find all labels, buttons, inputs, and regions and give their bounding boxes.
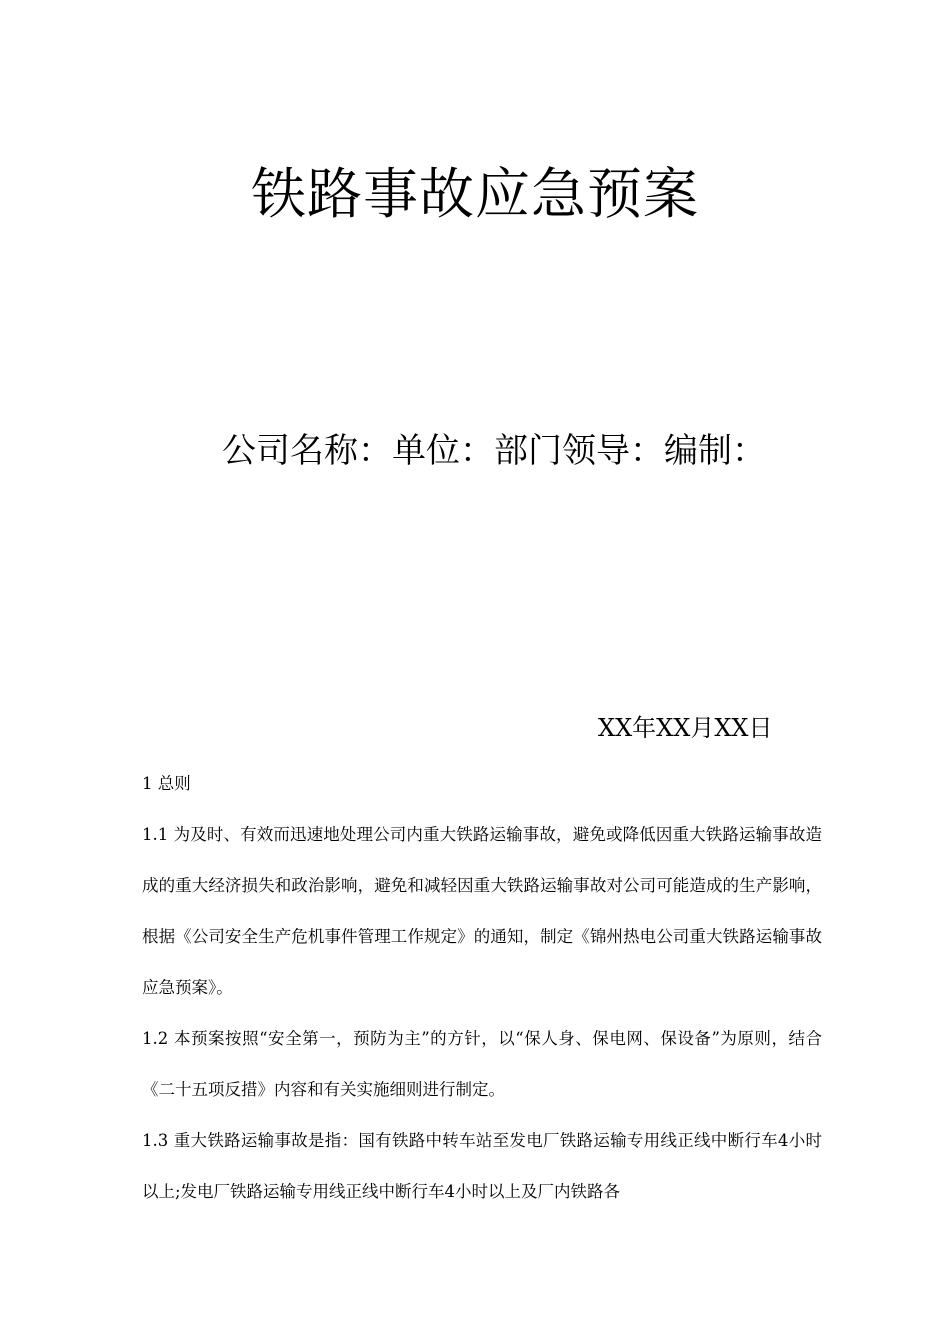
- paragraph-1-2: 1.2 本预案按照“安全第一，预防为主”的方针，以“保人身、保电网、保设备”为原则，结合《二十五项反措》内容和有关实施细则进行制定。: [142, 1029, 822, 1099]
- document-title: 铁路事故应急预案: [250, 162, 699, 226]
- document-date: XX年XX月XX日: [598, 714, 773, 742]
- paragraph-1-1: 1.1 为及时、有效而迅速地处理公司内重大铁路运输事故，避免或降低因重大铁路运输事故造成的重大经济损失和政治影响，避免和减轻因重大铁路运输事故对公司可能造成的生产影响，根据《公司安全生产危机事件管理工作规定》的通知，制定《锦州热电公司重大铁路运输事故应急预案》。: [142, 825, 822, 997]
- section-heading: 1 总则: [142, 774, 191, 793]
- company-info-line: 公司名称：单位：部门领导：编制：: [222, 431, 766, 471]
- paragraph-1-3: 1.3 重大铁路运输事故是指：国有铁路中转车站至发电厂铁路运输专用线正线中断行车4小时以上;发电厂铁路运输专用线正线中断行车4小时以上及厂内铁路各: [142, 1131, 822, 1201]
- document-body: [142, 758, 822, 1217]
